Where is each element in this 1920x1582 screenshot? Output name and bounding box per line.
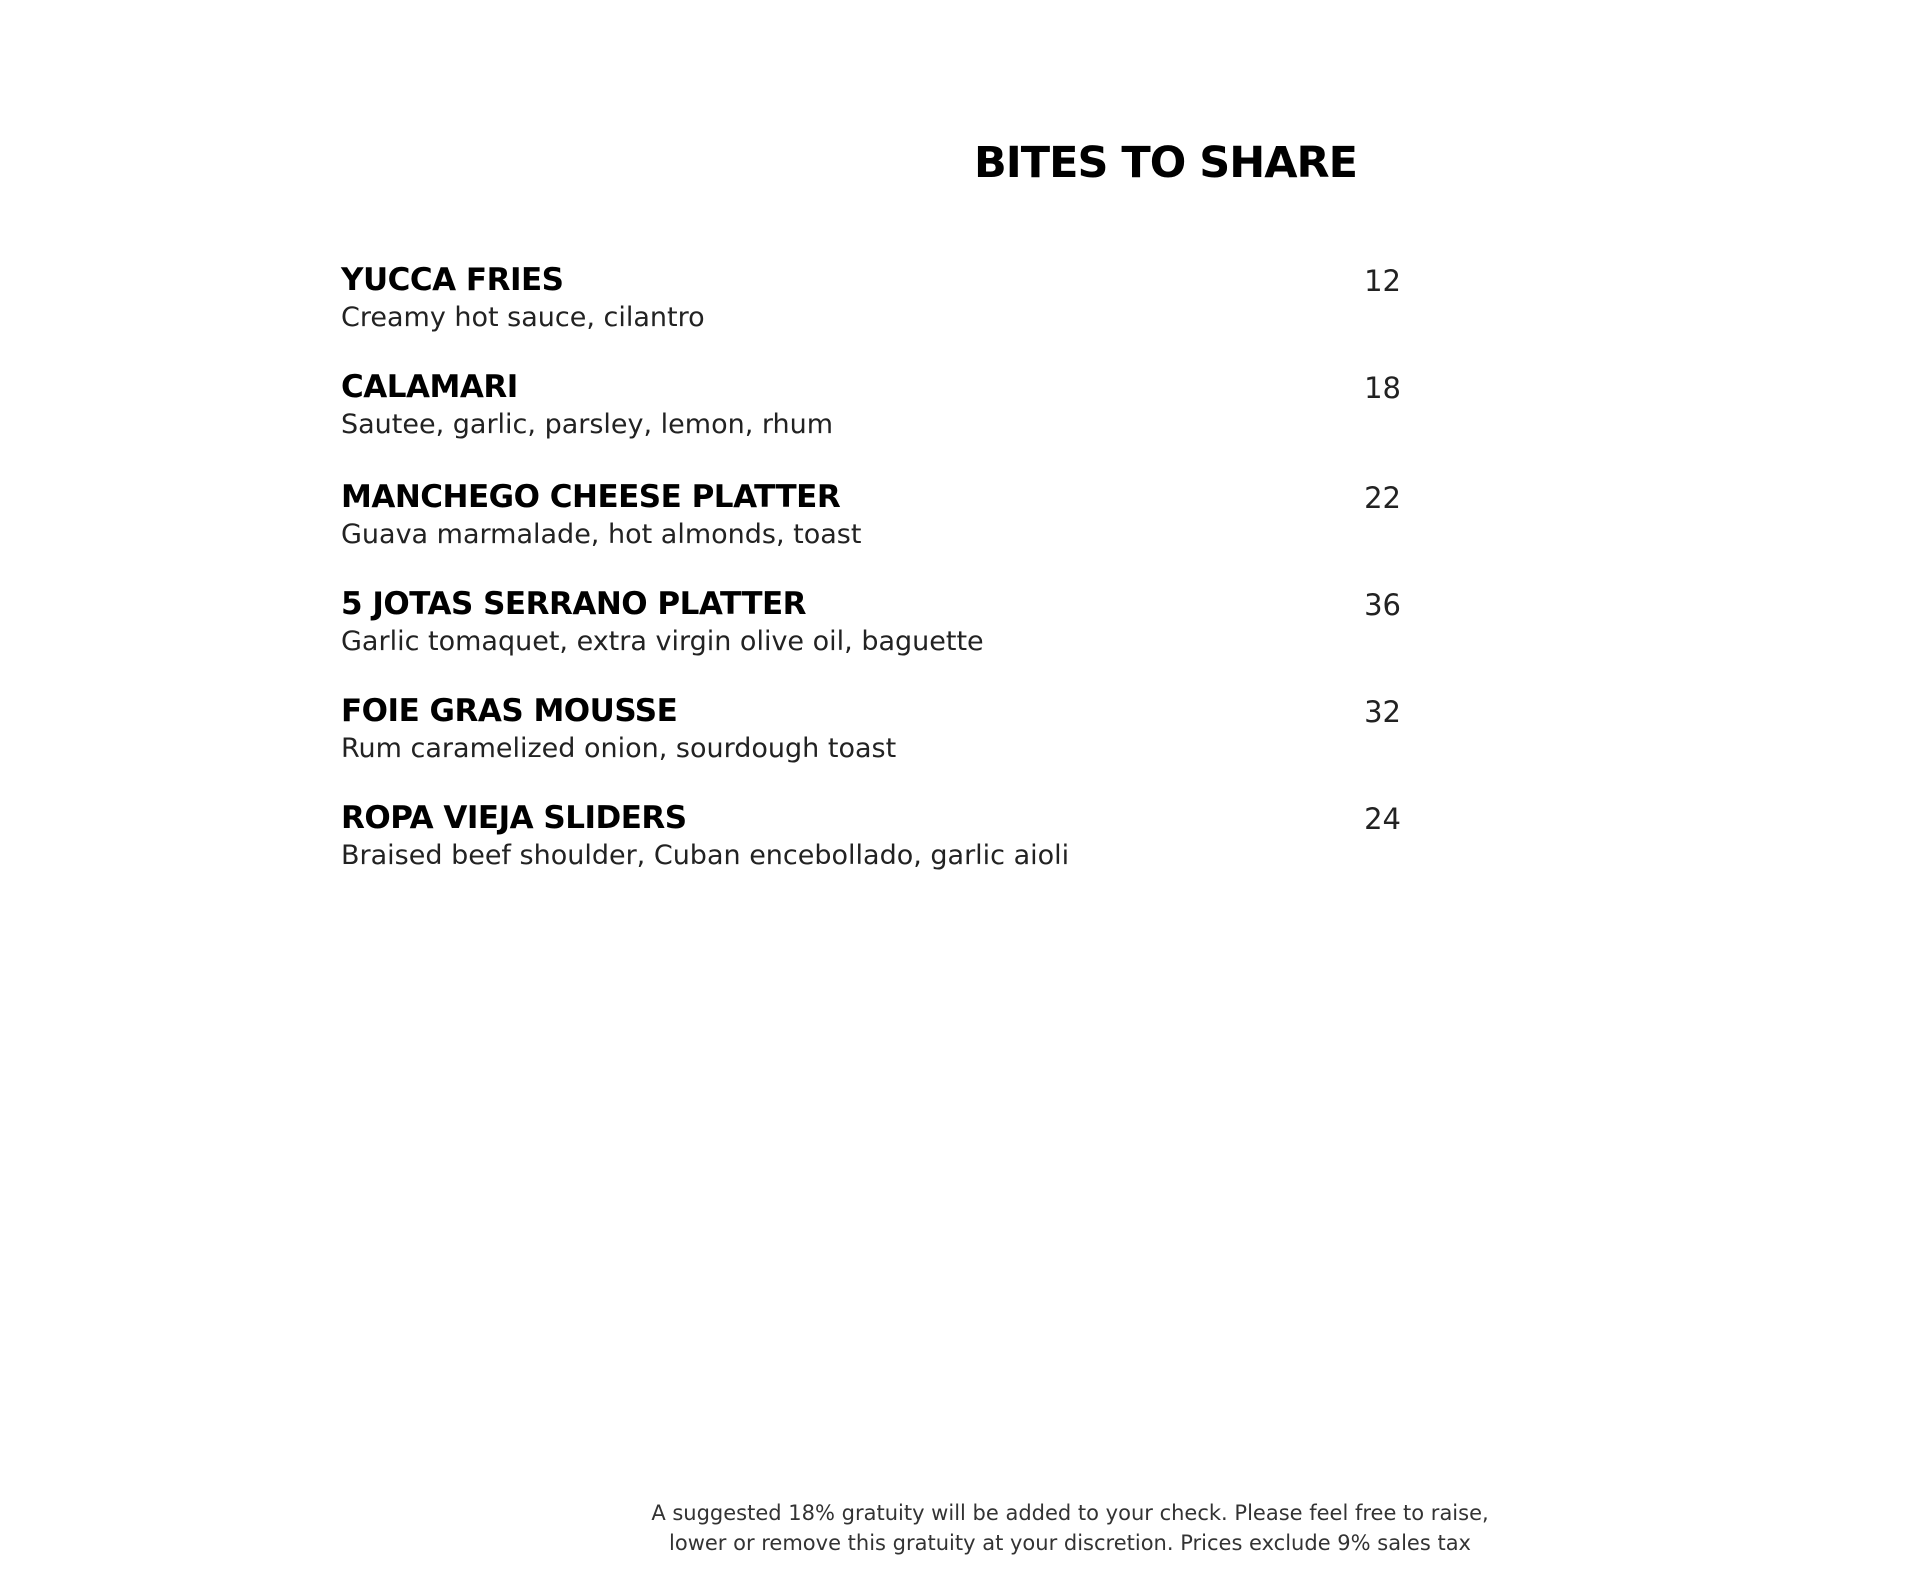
item-name: MANCHEGO CHEESE PLATTER — [341, 479, 841, 515]
item-price: 36 — [1364, 588, 1401, 622]
item-description: Braised beef shoulder, Cuban encebollado, garlic aioli — [341, 840, 1070, 871]
item-price: 18 — [1364, 371, 1401, 405]
menu-item — [341, 262, 1401, 369]
item-price: 24 — [1364, 802, 1401, 836]
item-description: Garlic tomaquet, extra virgin olive oil, baguette — [341, 626, 984, 657]
item-description: Guava marmalade, hot almonds, toast — [341, 519, 862, 550]
item-description: Rum caramelized onion, sourdough toast — [341, 733, 897, 764]
item-description: Sautee, garlic, parsley, lemon, rhum — [341, 409, 834, 440]
section-title: BITES TO SHARE — [974, 138, 1357, 188]
menu-item — [341, 479, 1401, 586]
menu-item — [341, 586, 1401, 693]
menu-item — [341, 693, 1401, 800]
item-name: 5 JOTAS SERRANO PLATTER — [341, 586, 807, 622]
gratuity-note-line: lower or remove this gratuity at your discretion. Prices exclude 9% sales tax — [669, 1531, 1471, 1555]
item-name: CALAMARI — [341, 369, 518, 405]
gratuity-note-line: A suggested 18% gratuity will be added to your check. Please feel free to raise, — [651, 1501, 1489, 1525]
item-name: YUCCA FRIES — [341, 262, 564, 298]
item-price: 32 — [1364, 695, 1401, 729]
menu-item — [341, 369, 1401, 479]
menu-list — [341, 262, 1401, 907]
item-name: FOIE GRAS MOUSSE — [341, 693, 678, 729]
item-name: ROPA VIEJA SLIDERS — [341, 800, 687, 836]
item-price: 12 — [1364, 264, 1401, 298]
gratuity-note — [560, 1498, 1580, 1558]
item-description: Creamy hot sauce, cilantro — [341, 302, 705, 333]
item-price: 22 — [1364, 481, 1401, 515]
menu-item — [341, 800, 1401, 907]
